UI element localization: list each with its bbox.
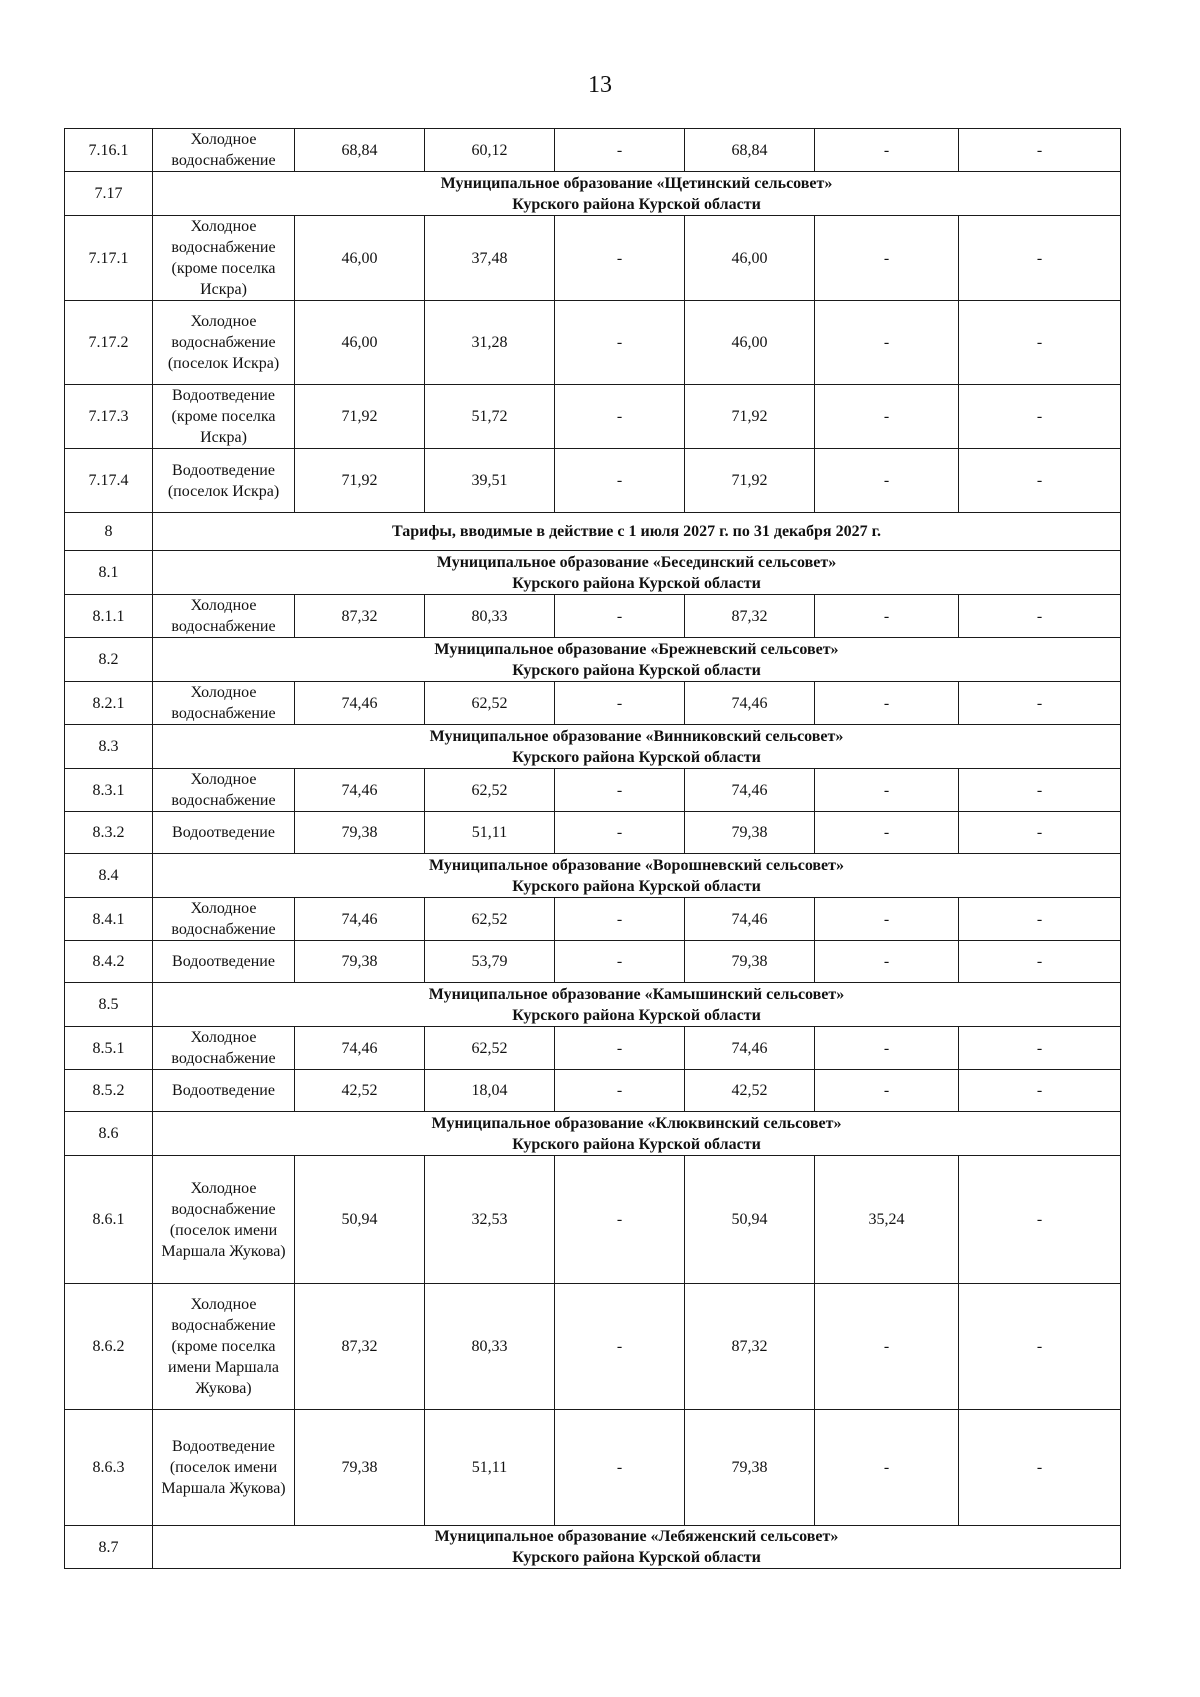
municipality-header bbox=[153, 725, 1121, 769]
tariff-table bbox=[64, 128, 1121, 1569]
header-line-1: Муниципальное образование «Клюквинский сельсовет» bbox=[431, 1114, 842, 1132]
header-line-1: Муниципальное образование «Камышинский сельсовет» bbox=[428, 985, 845, 1003]
group-row bbox=[65, 725, 1121, 769]
tariff-value-c2: 53,79 bbox=[425, 941, 555, 983]
header-line-1: Муниципальное образование «Брежневский сельсовет» bbox=[434, 640, 839, 658]
tariff-value-c1: 87,32 bbox=[295, 595, 425, 638]
tariff-value-c6: - bbox=[959, 898, 1121, 941]
tariff-value-c5: - bbox=[815, 682, 959, 725]
row-code: 8.4.2 bbox=[65, 941, 153, 983]
row-code: 7.17.1 bbox=[65, 216, 153, 301]
row-code: 8.1 bbox=[65, 551, 153, 595]
row-code: 7.17.2 bbox=[65, 301, 153, 385]
row-code: 8.1.1 bbox=[65, 595, 153, 638]
row-code: 8.6.3 bbox=[65, 1410, 153, 1526]
service-name: Холодное водоснабжение bbox=[153, 1027, 295, 1070]
tariff-value-c3: - bbox=[555, 301, 685, 385]
tariff-value-c5: - bbox=[815, 812, 959, 854]
tariff-value-c4: 79,38 bbox=[685, 1410, 815, 1526]
municipality-header bbox=[153, 854, 1121, 898]
tariff-value-c3: - bbox=[555, 1070, 685, 1112]
tariff-value-c1: 74,46 bbox=[295, 1027, 425, 1070]
tariff-value-c6: - bbox=[959, 769, 1121, 812]
tariff-value-c1: 46,00 bbox=[295, 301, 425, 385]
row-code: 7.17 bbox=[65, 172, 153, 216]
municipality-header bbox=[153, 638, 1121, 682]
header-line-1: Муниципальное образование «Бесединский сельсовет» bbox=[436, 553, 837, 571]
group-row bbox=[65, 172, 1121, 216]
page-number: 13 bbox=[588, 72, 612, 98]
municipality-header bbox=[153, 1112, 1121, 1156]
header-line-1: Муниципальное образование «Щетинский сельсовет» bbox=[440, 174, 833, 192]
row-code: 8.3.1 bbox=[65, 769, 153, 812]
row-code: 8.2.1 bbox=[65, 682, 153, 725]
tariff-value-c3: - bbox=[555, 385, 685, 449]
tariff-value-c6: - bbox=[959, 216, 1121, 301]
row-code: 8.6 bbox=[65, 1112, 153, 1156]
tariff-value-c6: - bbox=[959, 449, 1121, 513]
tariff-value-c6: - bbox=[959, 682, 1121, 725]
table-row bbox=[65, 769, 1121, 812]
row-code: 8.4.1 bbox=[65, 898, 153, 941]
tariff-value-c4: 68,84 bbox=[685, 129, 815, 172]
tariff-value-c4: 46,00 bbox=[685, 301, 815, 385]
tariff-value-c6: - bbox=[959, 301, 1121, 385]
header-line-2: Курского района Курской области bbox=[512, 574, 761, 592]
tariff-value-c5: 35,24 bbox=[815, 1156, 959, 1284]
header-line-2: Курского района Курской области bbox=[512, 1549, 761, 1566]
row-code: 8.5.1 bbox=[65, 1027, 153, 1070]
service-name: Холодное водоснабжение bbox=[153, 898, 295, 941]
tariff-value-c2: 62,52 bbox=[425, 682, 555, 725]
row-code: 8.5.2 bbox=[65, 1070, 153, 1112]
tariff-value-c1: 71,92 bbox=[295, 449, 425, 513]
row-code: 8.6.2 bbox=[65, 1284, 153, 1410]
tariff-value-c6: - bbox=[959, 1027, 1121, 1070]
table-row bbox=[65, 1410, 1121, 1526]
group-row bbox=[65, 638, 1121, 682]
tariff-value-c2: 32,53 bbox=[425, 1156, 555, 1284]
tariff-value-c2: 80,33 bbox=[425, 1284, 555, 1410]
tariff-value-c6: - bbox=[959, 812, 1121, 854]
group-row bbox=[65, 1526, 1121, 1569]
tariff-value-c6: - bbox=[959, 1070, 1121, 1112]
tariff-value-c5: - bbox=[815, 941, 959, 983]
tariff-value-c2: 60,12 bbox=[425, 129, 555, 172]
tariff-value-c5: - bbox=[815, 595, 959, 638]
row-code: 7.17.4 bbox=[65, 449, 153, 513]
header-line-2: Курского района Курской области bbox=[512, 1006, 761, 1024]
row-code: 8.4 bbox=[65, 854, 153, 898]
tariff-value-c4: 87,32 bbox=[685, 1284, 815, 1410]
tariff-value-c4: 74,46 bbox=[685, 682, 815, 725]
row-code: 8.3.2 bbox=[65, 812, 153, 854]
tariff-value-c1: 79,38 bbox=[295, 1410, 425, 1526]
tariff-value-c1: 79,38 bbox=[295, 941, 425, 983]
section-title bbox=[153, 513, 1121, 551]
tariff-value-c1: 71,92 bbox=[295, 385, 425, 449]
row-code: 8.6.1 bbox=[65, 1156, 153, 1284]
table-row bbox=[65, 385, 1121, 449]
service-name: Холодное водоснабжение bbox=[153, 595, 295, 638]
tariff-value-c2: 80,33 bbox=[425, 595, 555, 638]
service-name: Водоотведение bbox=[153, 1070, 295, 1112]
municipality-header bbox=[153, 1526, 1121, 1569]
service-name: Холодное водоснабжение bbox=[153, 682, 295, 725]
row-code: 8 bbox=[65, 513, 153, 551]
table-row bbox=[65, 1284, 1121, 1410]
table-row bbox=[65, 1070, 1121, 1112]
table-body bbox=[65, 129, 1121, 1569]
tariff-value-c2: 62,52 bbox=[425, 1027, 555, 1070]
tariff-value-c3: - bbox=[555, 1284, 685, 1410]
tariff-value-c4: 46,00 bbox=[685, 216, 815, 301]
tariff-value-c4: 71,92 bbox=[685, 449, 815, 513]
tariff-value-c2: 39,51 bbox=[425, 449, 555, 513]
table-row bbox=[65, 941, 1121, 983]
service-name: Водоотведение (поселок имени Маршала Жукова) bbox=[153, 1410, 295, 1526]
service-name: Водоотведение bbox=[153, 812, 295, 854]
header-line-2: Курского района Курской области bbox=[512, 748, 761, 766]
tariff-value-c3: - bbox=[555, 595, 685, 638]
tariff-value-c4: 79,38 bbox=[685, 941, 815, 983]
row-code: 7.16.1 bbox=[65, 129, 153, 172]
tariff-value-c5: - bbox=[815, 1070, 959, 1112]
tariff-value-c3: - bbox=[555, 449, 685, 513]
tariff-value-c5: - bbox=[815, 898, 959, 941]
tariff-value-c2: 18,04 bbox=[425, 1070, 555, 1112]
service-name: Холодное водоснабжение (кроме поселка Искра) bbox=[153, 216, 295, 301]
header-line-2: Курского района Курской области bbox=[512, 877, 761, 895]
tariff-value-c3: - bbox=[555, 682, 685, 725]
group-row bbox=[65, 551, 1121, 595]
table-row bbox=[65, 1027, 1121, 1070]
tariff-value-c1: 68,84 bbox=[295, 129, 425, 172]
tariff-value-c4: 74,46 bbox=[685, 1027, 815, 1070]
tariff-value-c6: - bbox=[959, 595, 1121, 638]
tariff-value-c5: - bbox=[815, 449, 959, 513]
table-row bbox=[65, 682, 1121, 725]
tariff-value-c5: - bbox=[815, 301, 959, 385]
service-name: Водоотведение (поселок Искра) bbox=[153, 449, 295, 513]
tariff-value-c4: 42,52 bbox=[685, 1070, 815, 1112]
tariff-value-c1: 50,94 bbox=[295, 1156, 425, 1284]
header-line-2: Курского района Курской области bbox=[512, 195, 761, 213]
municipality-header bbox=[153, 983, 1121, 1027]
group-row bbox=[65, 854, 1121, 898]
tariff-value-c3: - bbox=[555, 216, 685, 301]
section-row bbox=[65, 513, 1121, 551]
tariff-value-c1: 87,32 bbox=[295, 1284, 425, 1410]
service-name: Водоотведение bbox=[153, 941, 295, 983]
service-name: Водоотведение (кроме поселка Искра) bbox=[153, 385, 295, 449]
table-row bbox=[65, 216, 1121, 301]
tariff-value-c5: - bbox=[815, 1410, 959, 1526]
service-name: Холодное водоснабжение (поселок имени Маршала Жукова) bbox=[153, 1156, 295, 1284]
table-row bbox=[65, 129, 1121, 172]
row-code: 8.2 bbox=[65, 638, 153, 682]
tariff-value-c2: 51,72 bbox=[425, 385, 555, 449]
row-code: 8.3 bbox=[65, 725, 153, 769]
tariff-value-c4: 79,38 bbox=[685, 812, 815, 854]
tariff-value-c6: - bbox=[959, 385, 1121, 449]
table-row bbox=[65, 898, 1121, 941]
tariff-value-c2: 62,52 bbox=[425, 769, 555, 812]
tariff-value-c2: 51,11 bbox=[425, 1410, 555, 1526]
row-code: 7.17.3 bbox=[65, 385, 153, 449]
tariff-value-c3: - bbox=[555, 1156, 685, 1284]
row-code: 8.7 bbox=[65, 1526, 153, 1569]
tariff-value-c5: - bbox=[815, 385, 959, 449]
header-line-1: Тарифы, вводимые в действие с 1 июля 2027 г. по 31 декабря 2027 г. bbox=[391, 523, 882, 540]
service-name: Холодное водоснабжение (поселок Искра) bbox=[153, 301, 295, 385]
tariff-value-c5: - bbox=[815, 1027, 959, 1070]
tariff-value-c1: 74,46 bbox=[295, 682, 425, 725]
tariff-value-c1: 42,52 bbox=[295, 1070, 425, 1112]
group-row bbox=[65, 983, 1121, 1027]
tariff-value-c2: 51,11 bbox=[425, 812, 555, 854]
table-row bbox=[65, 1156, 1121, 1284]
tariff-value-c1: 74,46 bbox=[295, 898, 425, 941]
tariff-value-c4: 50,94 bbox=[685, 1156, 815, 1284]
service-name: Холодное водоснабжение (кроме поселка имени Маршала Жукова) bbox=[153, 1284, 295, 1410]
tariff-value-c2: 31,28 bbox=[425, 301, 555, 385]
tariff-value-c6: - bbox=[959, 941, 1121, 983]
tariff-value-c5: - bbox=[815, 769, 959, 812]
header-line-1: Муниципальное образование «Ворошневский сельсовет» bbox=[428, 856, 845, 874]
tariff-value-c4: 74,46 bbox=[685, 769, 815, 812]
tariff-value-c5: - bbox=[815, 216, 959, 301]
tariff-value-c3: - bbox=[555, 812, 685, 854]
group-row bbox=[65, 1112, 1121, 1156]
tariff-value-c1: 74,46 bbox=[295, 769, 425, 812]
tariff-value-c3: - bbox=[555, 941, 685, 983]
tariff-value-c5: - bbox=[815, 1284, 959, 1410]
tariff-value-c4: 74,46 bbox=[685, 898, 815, 941]
tariff-value-c6: - bbox=[959, 1156, 1121, 1284]
municipality-header bbox=[153, 551, 1121, 595]
tariff-value-c3: - bbox=[555, 1027, 685, 1070]
tariff-value-c5: - bbox=[815, 129, 959, 172]
header-line-2: Курского района Курской области bbox=[512, 661, 761, 679]
municipality-header bbox=[153, 172, 1121, 216]
tariff-value-c6: - bbox=[959, 1284, 1121, 1410]
tariff-value-c2: 37,48 bbox=[425, 216, 555, 301]
tariff-value-c6: - bbox=[959, 1410, 1121, 1526]
tariff-value-c3: - bbox=[555, 898, 685, 941]
tariff-value-c6: - bbox=[959, 129, 1121, 172]
service-name: Холодное водоснабжение bbox=[153, 769, 295, 812]
tariff-value-c4: 71,92 bbox=[685, 385, 815, 449]
tariff-value-c1: 46,00 bbox=[295, 216, 425, 301]
header-line-1: Муниципальное образование «Винниковский сельсовет» bbox=[429, 727, 844, 745]
tariff-value-c2: 62,52 bbox=[425, 898, 555, 941]
tariff-value-c4: 87,32 bbox=[685, 595, 815, 638]
tariff-value-c3: - bbox=[555, 129, 685, 172]
header-line-1: Муниципальное образование «Лебяженский сельсовет» bbox=[434, 1528, 839, 1545]
service-name: Холодное водоснабжение bbox=[153, 129, 295, 172]
table-row bbox=[65, 595, 1121, 638]
table-row bbox=[65, 301, 1121, 385]
row-code: 8.5 bbox=[65, 983, 153, 1027]
table-row bbox=[65, 449, 1121, 513]
tariff-value-c3: - bbox=[555, 1410, 685, 1526]
header-line-2: Курского района Курской области bbox=[512, 1135, 761, 1153]
tariff-value-c3: - bbox=[555, 769, 685, 812]
table-row bbox=[65, 812, 1121, 854]
tariff-value-c1: 79,38 bbox=[295, 812, 425, 854]
